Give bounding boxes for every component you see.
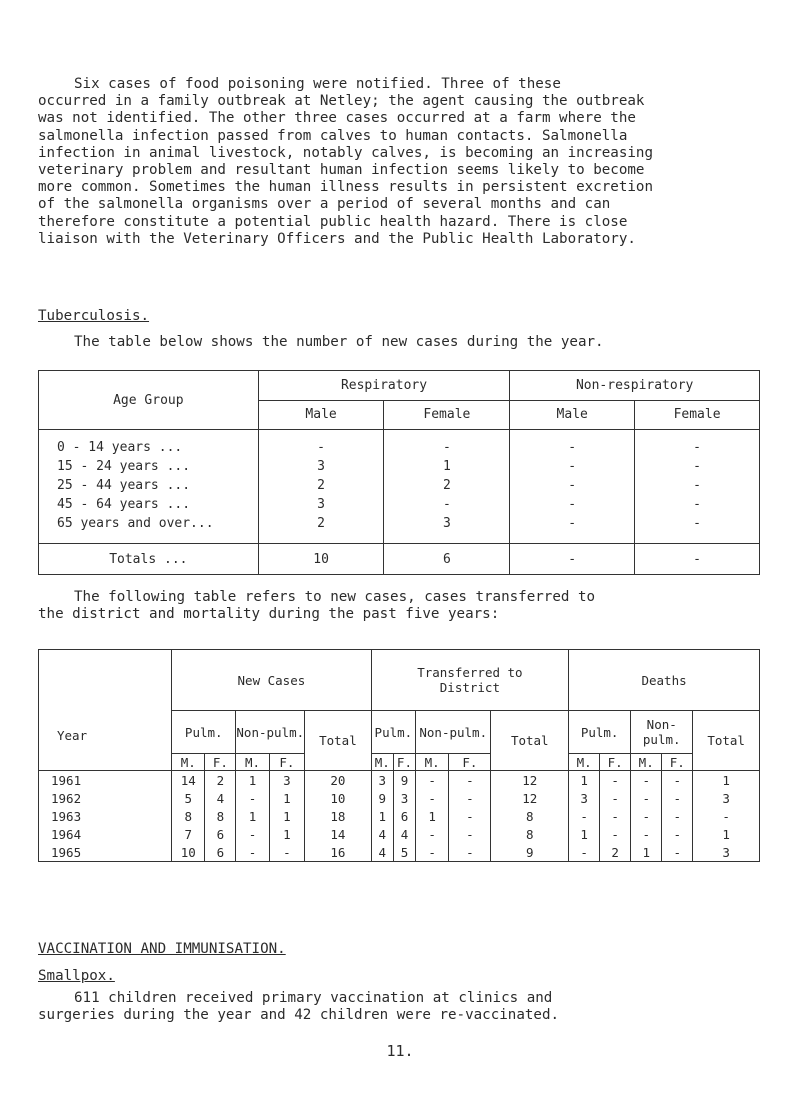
male-header: M. <box>236 754 269 771</box>
table-row: 15 - 24 years ... 3 1 - - <box>39 457 760 476</box>
table-row: 65 years and over... 2 3 - - <box>39 514 760 544</box>
table-row: 1964 7 6 - 1 14 4 4 - - 8 1 - - - 1 <box>39 825 760 843</box>
total-header: Total <box>305 711 372 771</box>
table-row: 25 - 44 years ... 2 2 - - <box>39 476 760 495</box>
text-line: therefore constitute a potential public health hazard. There is close <box>38 213 628 230</box>
table-row: 0 - 14 years ... - - - - <box>39 430 760 458</box>
intro-paragraph <box>38 76 778 248</box>
table-row: 1962 5 4 - 1 10 9 3 - - 12 3 - - - 3 <box>39 789 760 807</box>
female-header: F. <box>662 754 693 771</box>
non-pulm-header: Non-pulm. <box>631 711 693 754</box>
female-header: F. <box>393 754 415 771</box>
text-line: infection in animal livestock, notably calves, is becoming an increasing <box>38 144 653 161</box>
table-row: 1965 10 6 - - 16 4 5 - - 9 - 2 1 - 3 <box>39 843 760 862</box>
table-row: 1963 8 8 1 1 18 1 6 1 - 8 - - - - - <box>39 807 760 825</box>
text-line: Six cases of food poisoning were notified. Three of these <box>74 76 561 92</box>
following-paragraph <box>38 589 778 623</box>
pulm-header: Pulm. <box>371 711 415 754</box>
text-line: veterinary problem and resultant human infection seems likely to become <box>38 162 645 179</box>
age-group-header: Age Group <box>39 371 259 430</box>
vaccination-heading: VACCINATION AND IMMUNISATION. <box>38 941 286 957</box>
female-header: F. <box>205 754 236 771</box>
tuberculosis-text <box>38 334 778 351</box>
non-pulm-header: Non-pulm. <box>416 711 491 754</box>
male-header: M. <box>172 754 205 771</box>
female-header: F. <box>449 754 491 771</box>
total-header: Total <box>491 711 569 771</box>
year-header: Year <box>39 650 172 771</box>
smallpox-paragraph <box>38 990 778 1024</box>
text-line: liaison with the Veterinary Officers and the Public Health Laboratory. <box>38 230 636 247</box>
female-header: F. <box>600 754 631 771</box>
transferred-header: Transferred to District <box>371 650 568 711</box>
text-line: The following table refers to new cases, cases transferred to <box>74 589 596 605</box>
new-cases-header: New Cases <box>172 650 372 711</box>
text-line: of the salmonella organisms over a period of several months and can <box>38 196 611 213</box>
text-line: the district and mortality during the past five years: <box>38 606 500 623</box>
text-line: The table below shows the number of new cases during the year. <box>74 334 604 350</box>
female-header: Female <box>384 400 510 430</box>
page-number: 11. <box>386 1042 414 1060</box>
male-header: Male <box>510 400 635 430</box>
tuberculosis-new-cases-table <box>38 370 760 575</box>
deaths-header: Deaths <box>569 650 760 711</box>
text-line: was not identified. The other three cases occurred at a farm where the <box>38 110 636 127</box>
table-row: 1961 14 2 1 3 20 3 9 - - 12 1 - - - 1 <box>39 771 760 790</box>
table-row: 45 - 64 years ... 3 - - - <box>39 495 760 514</box>
five-year-tuberculosis-table <box>38 649 760 862</box>
pulm-header: Pulm. <box>172 711 236 754</box>
male-header: M. <box>631 754 662 771</box>
text-line: salmonella infection passed from calves to human contacts. Salmonella <box>38 127 628 144</box>
male-header: M. <box>371 754 393 771</box>
non-respiratory-header: Non-respiratory <box>510 371 760 401</box>
pulm-header: Pulm. <box>569 711 631 754</box>
male-header: Male <box>258 400 384 430</box>
text-line: occurred in a family outbreak at Netley; the agent causing the outbreak <box>38 93 645 110</box>
text-line: surgeries during the year and 42 children were re-vaccinated. <box>38 1007 560 1024</box>
male-header: M. <box>416 754 449 771</box>
totals-row: Totals ... 10 6 - - <box>39 544 760 575</box>
non-pulm-header: Non-pulm. <box>236 711 305 754</box>
male-header: M. <box>569 754 600 771</box>
text-line: more common. Sometimes the human illness results in persistent excretion <box>38 179 653 196</box>
smallpox-heading: Smallpox. <box>38 968 115 984</box>
female-header: F. <box>269 754 304 771</box>
total-header: Total <box>693 711 760 771</box>
respiratory-header: Respiratory <box>258 371 510 401</box>
text-line: 611 children received primary vaccination at clinics and <box>74 990 553 1006</box>
tuberculosis-heading: Tuberculosis. <box>38 308 150 324</box>
female-header: Female <box>635 400 760 430</box>
